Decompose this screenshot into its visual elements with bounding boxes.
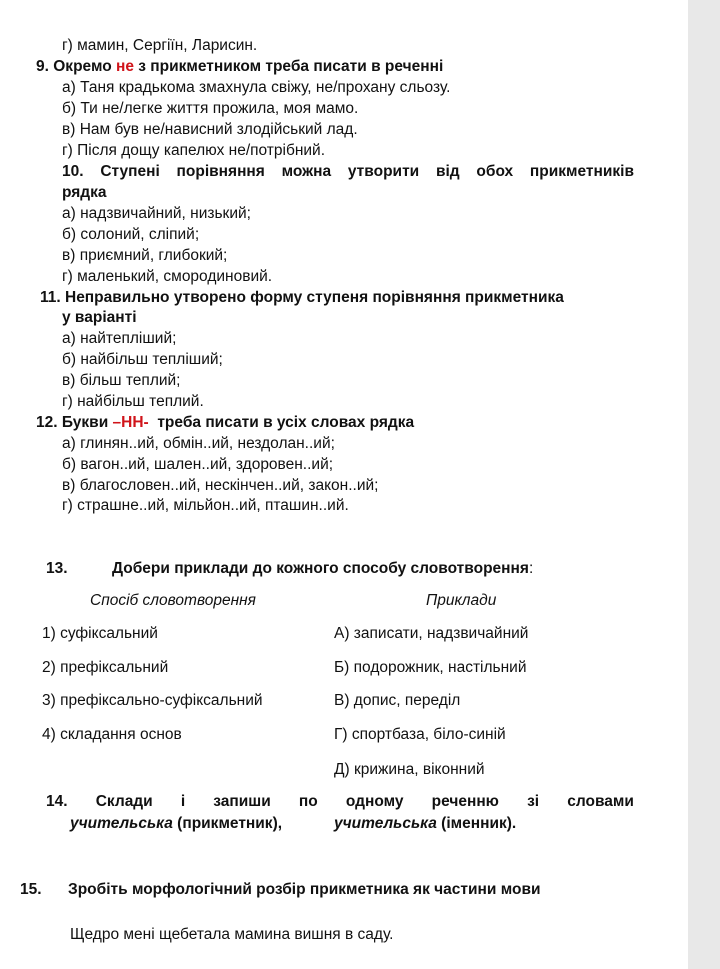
q10-title-line1: 10. Ступені порівняння можна утворити від обох прикметників (62, 163, 634, 180)
q12-option-d: г) страшне..ий, мільйон..ий, пташин..ий. (62, 497, 349, 514)
q13-title-colon: : (528, 560, 534, 577)
q8-option-g: г) мамин, Сергіїн, Ларисин. (62, 37, 258, 54)
q13-method-3: 3) префіксально-суфіксальний (42, 692, 263, 709)
q9-number: 9. (36, 58, 49, 75)
q13-column-header-examples: Приклади (426, 592, 497, 609)
q12-option-b: б) вагон..ий, шален..ий, здоровен..ий; (62, 456, 334, 473)
q14-word-noun: учительська (334, 815, 437, 832)
q15-sentence: Щедро мені щебетала мамина вишня в саду. (70, 926, 394, 943)
q11-option-a: а) найтепліший; (62, 330, 177, 347)
q14-note-adjective: (прикметник), (172, 815, 283, 832)
q14-word: і (180, 793, 186, 810)
q9-option-c: в) Нам був не/нависний злодійський лад. (62, 121, 358, 138)
q9-option-d: г) Після дощу капелюх не/потрібний. (62, 142, 326, 159)
q15-number: 15. (20, 881, 42, 898)
q11-option-d: г) найбільш теплий. (62, 393, 204, 410)
q13-method-4: 4) складання основ (42, 726, 182, 743)
q13-example-c: В) допис, переділ (334, 692, 461, 709)
q15-title: Зробіть морфологічний розбір прикметника як частини мови (68, 881, 541, 898)
q9-title-ne: не (116, 58, 134, 75)
side-panel (688, 0, 720, 969)
q9-title-after: з прикметником треба писати в реченні (138, 58, 444, 75)
q12-title-nn: –НН- (112, 414, 149, 431)
q12-title-after: треба писати в усіх словах рядка (157, 414, 415, 431)
q13-example-a: А) записати, надзвичайний (334, 625, 529, 642)
q14-number: 14. (46, 793, 68, 810)
q14-word: зі (527, 793, 540, 810)
q13-method-2: 2) префіксальний (42, 659, 169, 676)
q11-title-line1: 11. Неправильно утворено форму ступеня порівняння прикметника (40, 289, 564, 306)
q11-option-b: б) найбільш тепліший; (62, 351, 223, 368)
q10-title-line2: рядка (62, 184, 107, 201)
q10-option-a: а) надзвичайний, низький; (62, 205, 251, 222)
q13-title (112, 559, 533, 579)
q10-option-b: б) солоний, сліпий; (62, 226, 200, 243)
q13-example-e: Д) крижина, віконний (334, 761, 485, 778)
q14-note-noun: (іменник). (436, 815, 517, 832)
q11-option-c: в) більш теплий; (62, 372, 181, 389)
q9-title (36, 57, 443, 77)
q10-option-c: в) приємний, глибокий; (62, 247, 228, 264)
q14-title-line1 (46, 792, 634, 812)
q14-word: Склади (95, 793, 153, 810)
q13-example-b: Б) подорожник, настільний (334, 659, 527, 676)
q14-word: реченню (431, 793, 499, 810)
q14-title-line2 (70, 814, 282, 834)
q14-word: одному (345, 793, 404, 810)
q12-title (36, 413, 414, 433)
q13-column-header-method: Спосіб словотворення (90, 592, 256, 609)
q13-number: 13. (46, 560, 68, 577)
q12-option-a: а) глинян..ий, обмін..ий, нездолан..ий; (62, 435, 335, 452)
q12-title-before: 12. Букви (36, 414, 109, 431)
q9-option-a: а) Таня крадькома змахнула свіжу, не/прохану сльозу. (62, 79, 451, 96)
q14-word: по (298, 793, 318, 810)
q9-title-before: Окремо (53, 58, 112, 75)
q14-title-line2b (334, 814, 516, 834)
q10-option-d: г) маленький, смородиновий. (62, 268, 273, 285)
q11-title-line2: у варіанті (62, 309, 137, 326)
q14-word-adjective: учительська (70, 815, 173, 832)
q14-word: запиши (213, 793, 271, 810)
q14-word: словами (567, 793, 634, 810)
q9-option-b: б) Ти не/легке життя прожила, моя мамо. (62, 100, 359, 117)
q13-method-1: 1) суфіксальний (42, 625, 158, 642)
q13-example-d: Г) спортбаза, біло-синій (334, 726, 506, 743)
q13-title-text: Добери приклади до кожного способу словотворення (112, 560, 529, 577)
q12-option-c: в) благословен..ий, нескінчен..ий, закон..ий; (62, 477, 379, 494)
